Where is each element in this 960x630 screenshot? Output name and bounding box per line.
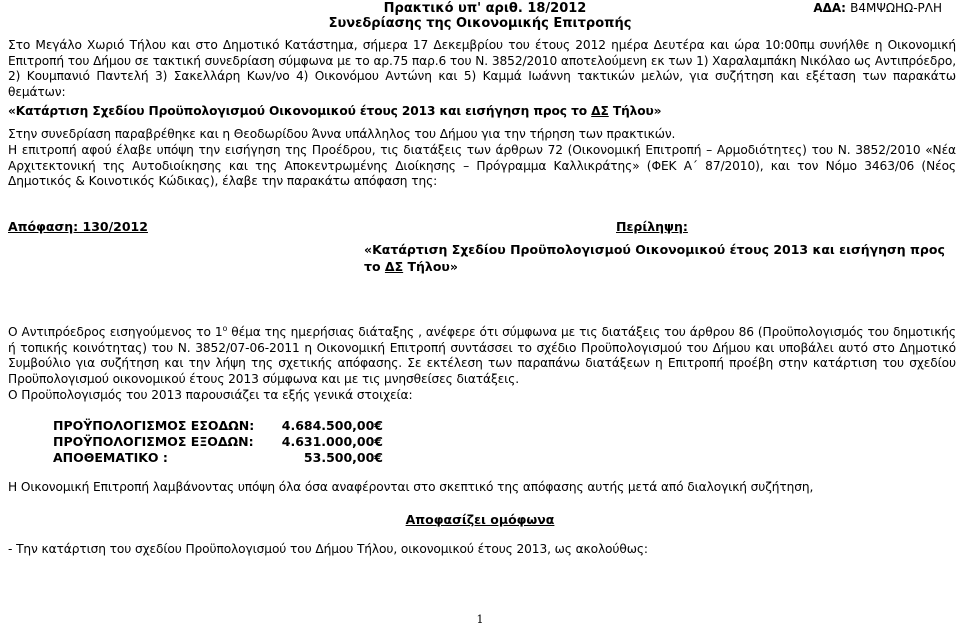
meeting-subtitle: Συνεδρίασης της Οικονομικής Επιτροπής	[328, 16, 632, 31]
committee-consideration: Η Οικονομική Επιτροπή λαμβάνοντας υπόψη όλα όσα αναφέρονται στο σκεπτικό της απόφασης αυτής μετά από διαλογική συζήτηση,	[8, 480, 814, 494]
agenda-topic	[8, 104, 956, 120]
intro-text-b: 3852/2010 αποτελούμενη εκ των 1) Χαραλαμπάκη Νικόλαο ως Αντιπρόεδρο, 2) Κουμπανιό Παντελή 3) Σακελλάρη Κων/νο 4) Οικονόμου Αντώνη και 5) Καμμά Ιωάννη τακτικών μελών, για συζήτηση και εξέταση των παρακάτω θεμάτων:	[8, 53, 956, 99]
report-ordinal: ο	[222, 323, 228, 333]
decision-item: - Την κατάρτιση του σχεδίου Προϋπολογισμού του Δήμου Τήλου, οικονομικού έτους 2013, ως ακολούθως:	[8, 542, 648, 556]
report-text-a: Ο Αντιπρόεδρος εισηγούμενος το 1	[8, 325, 223, 339]
ada-label: ΑΔΑ:	[813, 1, 846, 15]
agenda-topic-text: «Κατάρτιση Σχεδίου Προϋπολογισμού Οικονομικού έτους 2013 και εισήγηση προς το	[8, 104, 592, 118]
budget-label: ΠΡΟΫΠΟΛΟΓΙΣΜΟΣ ΕΣΟΔΩΝ:	[53, 418, 255, 433]
decision-summary	[364, 241, 954, 275]
agenda-topic-ds: ΔΣ	[591, 104, 609, 118]
summary-label: Περίληψη:	[616, 219, 688, 234]
report-paragraph	[8, 325, 956, 387]
intro-paragraph	[8, 38, 956, 100]
summary-text: «Κατάρτιση Σχεδίου Προϋπολογισμού Οικονομικού έτους 2013 και εισήγηση προς το	[364, 242, 945, 274]
budget-intro: Ο Προϋπολογισμός του 2013 παρουσιάζει τα εξής γενικά στοιχεία:	[8, 388, 413, 402]
summary-ds: ΔΣ	[384, 259, 404, 274]
ada-value: Β4ΜΨΩΗΩ-ΡΛΗ	[850, 1, 942, 15]
unanimous-decision: Αποφασίζει ομόφωνα	[405, 512, 555, 527]
legal-basis-paragraph: Η επιτροπή αφού έλαβε υπόψη την εισήγηση της Προέδρου, τις διατάξεις των άρθρων 72 (Οικονομική Επιτροπή – Αρμοδιότητες) του Ν. 3852/2010 «Νέα Αρχιτεκτονική της Αυτοδιοίκησης και της Αποκεντρωμένης Διοίκησης – Πρόγραμμα Καλλικράτης» (ΦΕΚ Α΄ 87/2010), και τον Νόμο 3463/06 (Νέος Δημοτικός & Κοινοτικός Κώδικας), έλαβε την παρακάτω απόφαση της:	[8, 143, 956, 188]
attendance-paragraph: Στην συνεδρίαση παραβρέθηκε και η Θεοδωρίδου Άννα υπάλληλος του Δήμου για την τήρηση των πρακτικών.	[8, 127, 676, 141]
decision-number: Απόφαση: 130/2012	[8, 219, 148, 234]
budget-value: 4.684.500,00€	[281, 418, 383, 433]
page-number: 1	[476, 613, 484, 626]
summary-end: Τήλου»	[403, 259, 458, 274]
budget-value: 53.500,00€	[303, 450, 383, 465]
budget-label: ΑΠΟΘΕΜΑΤΙΚΟ :	[53, 450, 168, 465]
agenda-topic-end: Τήλου»	[608, 104, 662, 118]
intro-text-link: Δήμου σε τακτική συνεδρίαση σύμφωνα με το αρ.75 παρ.6 του Ν.	[93, 53, 489, 68]
report-text-b: θέμα της ημερήσιας διάταξης , ανέφερε ότι σύμφωνα με τις διατάξεις του άρθρου 86 (Προϋπολογισμός του δημοτικής ή τοπικής κοινότητας) του Ν. 3852/07-06-2011 η Οικονομική Επιτροπή συντάσσει το σχέδιο Προϋπολογισμού του Δήμου και υποβάλει αυτό στο Δημοτικό Συμβούλιο για συζήτηση και την λήψη της σχετικής απόφασης. Σε εκτέλεση των παραπάνω διατάξεων η Επιτροπή προέβη στην κατάρτιση του σχεδίου Προϋπολογισμού οικονομικού έτους 2013 σύμφωνα και με τις μνησθείσες διατάξεις.	[8, 325, 956, 386]
minutes-title: Πρακτικό υπ' αριθ. 18/2012	[383, 1, 587, 16]
intro-text-a: Στο Μεγάλο Χωριό Τήλου και στο Δημοτικό Κατάστημα, σήμερα 17 Δεκεμβρίου του έτους 2012 ημέρα Δευτέρα και ώρα 10:00πμ συνήλθε η Οικονομική Επιτροπή του	[8, 38, 956, 68]
budget-label: ΠΡΟΫΠΟΛΟΓΙΣΜΟΣ ΕΞΟΔΩΝ:	[53, 434, 254, 449]
budget-value: 4.631.000,00€	[281, 434, 383, 449]
ada-code	[813, 0, 942, 17]
